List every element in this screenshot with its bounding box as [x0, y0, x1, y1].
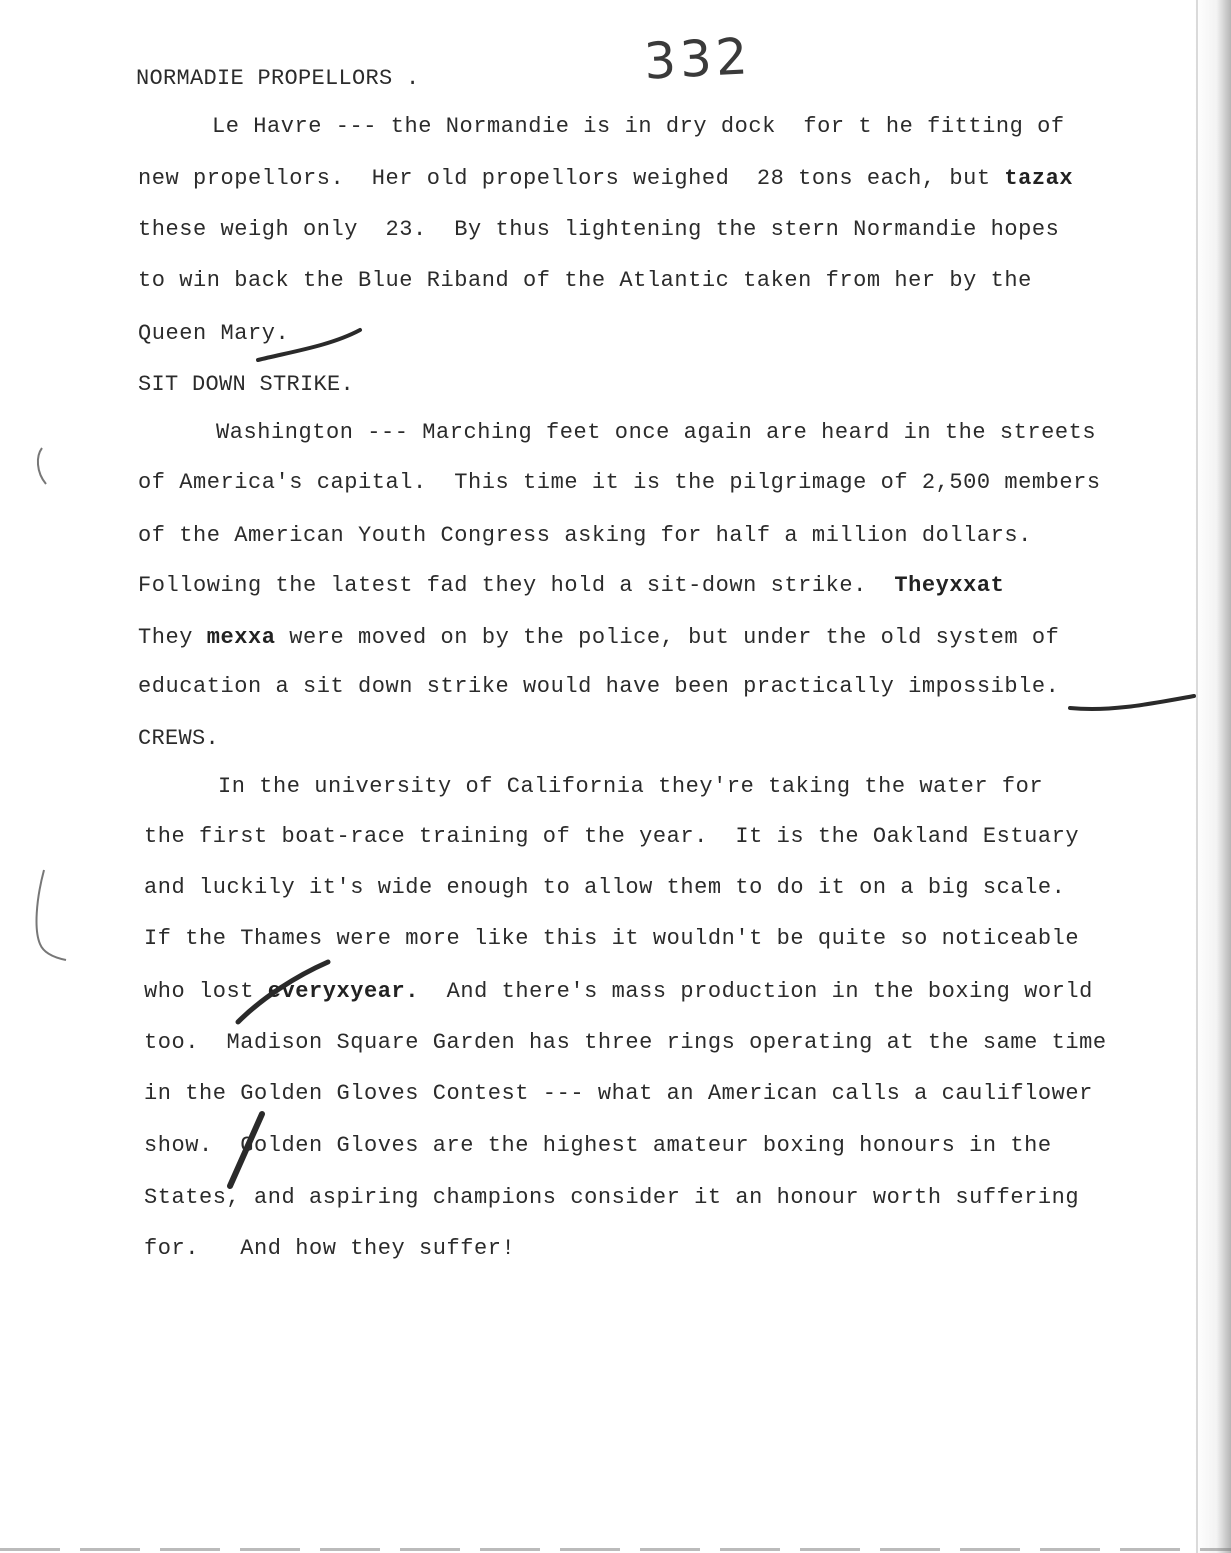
text-line-part: And there's mass production in the boxing world — [419, 979, 1093, 1004]
handwritten-page-number: 332 — [642, 27, 753, 91]
struck-out-text: Theyxxat — [894, 573, 1005, 598]
text-line — [138, 627, 1059, 649]
text-line-part: who lost — [144, 979, 268, 1004]
end-of-item-pen-stroke — [1070, 696, 1194, 709]
text-line: education a sit down strike would have been practically impossible. — [138, 674, 1060, 699]
text-line: in the Golden Gloves Contest --- what an American calls a cauliflower — [144, 1081, 1093, 1106]
text-line-part: Following the latest fad they hold a sit-down strike. — [138, 573, 895, 598]
text-line: these weigh only 23. By thus lightening the stern Normandie hopes — [138, 217, 1060, 242]
text-line: for. And how they suffer! — [144, 1236, 516, 1261]
text-line: States, and aspiring champions consider it an honour worth suffering — [144, 1185, 1080, 1210]
text-line — [138, 168, 1073, 190]
struck-out-text: tazax — [1004, 166, 1074, 191]
text-line: show. Golden Gloves are the highest amateur boxing honours in the — [144, 1133, 1052, 1158]
struck-out-text: everyxyear. — [267, 979, 420, 1004]
text-line: If the Thames were more like this it wouldn't be quite so noticeable — [144, 926, 1080, 951]
text-line: Queen Mary. — [138, 321, 290, 346]
section-heading-normandie: NORMADIE PROPELLORS . — [136, 66, 420, 91]
text-line: of the American Youth Congress asking for half a million dollars. — [138, 523, 1032, 548]
text-line — [138, 575, 1004, 597]
text-line: of America's capital. This time it is the pilgrimage of 2,500 members — [138, 470, 1101, 495]
text-line: too. Madison Square Garden has three rings operating at the same time — [144, 1030, 1107, 1055]
struck-out-text: mexxa — [206, 625, 276, 650]
text-line: In the university of California they're taking the water for — [218, 774, 1044, 799]
text-line: Le Havre --- the Normandie is in dry dock for t he fitting of — [212, 114, 1065, 139]
text-line-part: They — [138, 625, 207, 650]
bottom-edge-marks — [0, 1548, 1231, 1551]
text-line: to win back the Blue Riband of the Atlantic taken from her by the — [138, 268, 1032, 293]
margin-bracket-mark — [37, 870, 66, 960]
page-edge-shadow — [1195, 0, 1231, 1553]
section-heading-crews: CREWS. — [138, 726, 220, 751]
section-heading-sit-down-strike: SIT DOWN STRIKE. — [138, 372, 355, 397]
text-line-part: new propellors. Her old propellors weighed 28 tons each, but — [138, 166, 1005, 191]
text-line: Washington --- Marching feet once again are heard in the streets — [216, 420, 1097, 445]
text-line — [144, 981, 1093, 1003]
text-line-part: were moved on by the police, but under the old system of — [275, 625, 1060, 650]
margin-bracket-mark — [38, 448, 46, 484]
text-line: the first boat-race training of the year. It is the Oakland Estuary — [144, 824, 1080, 849]
text-line: and luckily it's wide enough to allow them to do it on a big scale. — [144, 875, 1066, 900]
